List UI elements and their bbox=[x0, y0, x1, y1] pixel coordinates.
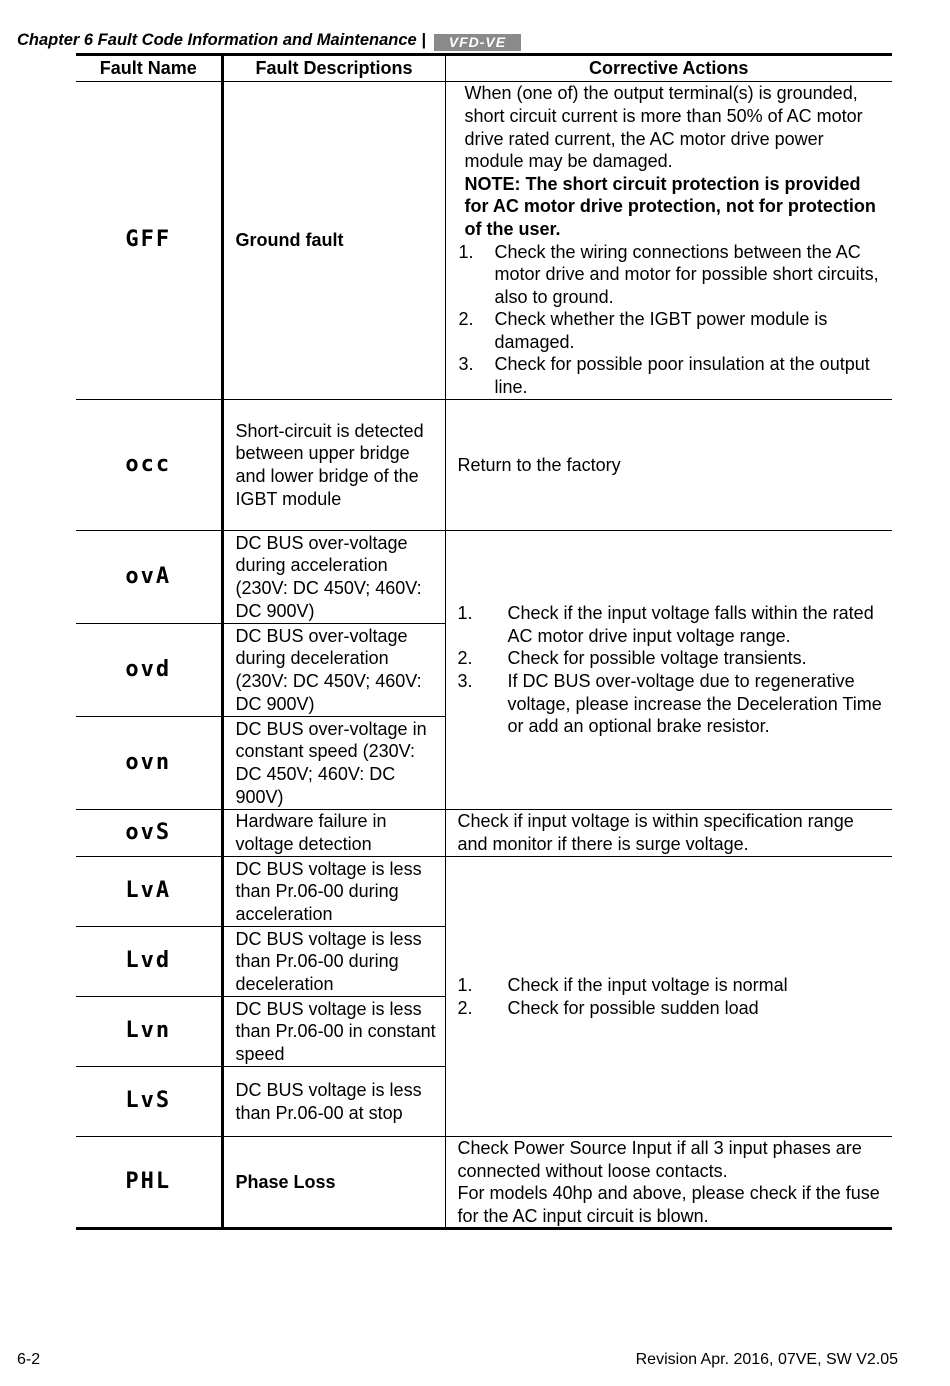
fault-description: DC BUS over-voltage during acceleration (230V: DC 450V; 460V: DC 900V) bbox=[222, 531, 445, 624]
fault-code: ovA bbox=[125, 563, 172, 589]
fault-code: ovS bbox=[125, 819, 172, 845]
fault-code-cell bbox=[76, 927, 222, 997]
chapter-title: Chapter 6 Fault Code Information and Maintenance | bbox=[17, 31, 426, 49]
corrective-action bbox=[445, 531, 892, 810]
column-header-corrective-actions: Corrective Actions bbox=[445, 55, 892, 82]
revision-info: Revision Apr. 2016, 07VE, SW V2.05 bbox=[635, 1351, 898, 1368]
column-header-fault-name: Fault Name bbox=[76, 55, 222, 82]
corrective-action bbox=[445, 1137, 892, 1229]
fault-description: Short-circuit is detected between upper bridge and lower bridge of the IGBT module bbox=[222, 400, 445, 531]
fault-code: ovd bbox=[125, 656, 172, 682]
fault-description: DC BUS voltage is less than Pr.06-00 during deceleration bbox=[222, 927, 445, 997]
action-note: NOTE: The short circuit protection is provided for AC motor drive protection, not for protection of the user. bbox=[464, 173, 876, 239]
corrective-action: Check if input voltage is within specification range and monitor if there is surge voltage. bbox=[445, 810, 892, 857]
page-header bbox=[17, 31, 521, 51]
fault-code-cell bbox=[76, 717, 222, 810]
table-row bbox=[76, 810, 892, 857]
fault-code-cell bbox=[76, 400, 222, 531]
column-header-fault-descriptions: Fault Descriptions bbox=[222, 55, 445, 82]
fault-description: DC BUS voltage is less than Pr.06-00 in constant speed bbox=[222, 997, 445, 1067]
fault-code-cell bbox=[76, 1067, 222, 1137]
fault-description: DC BUS over-voltage during deceleration (230V: DC 450V; 460V: DC 900V) bbox=[222, 624, 445, 717]
fault-code: ovn bbox=[125, 749, 172, 775]
table-row bbox=[76, 82, 892, 400]
list-item: 3. Check for possible poor insulation at the output line. bbox=[458, 354, 870, 398]
fault-code: Lvd bbox=[125, 948, 172, 974]
fault-code-cell bbox=[76, 997, 222, 1067]
table-header-row bbox=[76, 55, 892, 82]
fault-code-cell bbox=[76, 82, 222, 400]
table-row bbox=[76, 400, 892, 531]
fault-code: occ bbox=[125, 451, 172, 477]
fault-description: Hardware failure in voltage detection bbox=[222, 810, 445, 857]
corrective-action: Return to the factory bbox=[445, 400, 892, 531]
fault-code-cell bbox=[76, 857, 222, 927]
action-text: When (one of) the output terminal(s) is grounded, short circuit current is more than 50% of AC motor drive rated current, the AC motor drive power module may be damaged. bbox=[464, 83, 863, 172]
fault-code: PHL bbox=[125, 1168, 172, 1194]
table-row bbox=[76, 1137, 892, 1229]
list-item: 1. Check if the input voltage falls within the rated AC motor drive input voltage range. bbox=[457, 603, 874, 646]
fault-code-cell bbox=[76, 1137, 222, 1229]
list-item: 2. Check for possible sudden load bbox=[457, 997, 759, 1018]
list-item: 2. Check for possible voltage transients. bbox=[457, 648, 807, 669]
action-text: Check Power Source Input if all 3 input phases are connected without loose contacts. bbox=[457, 1138, 862, 1181]
action-text: For models 40hp and above, please check if the fuse for the AC input circuit is blown. bbox=[457, 1183, 880, 1226]
fault-description: DC BUS over-voltage in constant speed (230V: DC 450V; 460V: DC 900V) bbox=[222, 717, 445, 810]
list-item: 1. Check if the input voltage is normal bbox=[457, 974, 788, 995]
fault-description: DC BUS voltage is less than Pr.06-00 at stop bbox=[222, 1067, 445, 1137]
fault-code: LvA bbox=[125, 878, 172, 904]
list-item: 1. Check the wiring connections between the AC motor drive and motor for possible short circuits, also to ground. bbox=[458, 241, 879, 307]
corrective-action bbox=[445, 857, 892, 1137]
fault-code-cell bbox=[76, 624, 222, 717]
table-row bbox=[76, 857, 892, 927]
table-row bbox=[76, 531, 892, 624]
product-logo: VFD-VE bbox=[434, 34, 521, 51]
fault-code-cell bbox=[76, 810, 222, 857]
fault-code-table bbox=[76, 53, 892, 1230]
fault-description: DC BUS voltage is less than Pr.06-00 during acceleration bbox=[222, 857, 445, 927]
list-item: 3. If DC BUS over-voltage due to regenerative voltage, please increase the Deceleration Time or add an optional brake resistor. bbox=[457, 671, 882, 737]
list-item: 2. Check whether the IGBT power module is damaged. bbox=[458, 309, 828, 352]
fault-description: Ground fault bbox=[222, 82, 445, 400]
fault-code: LvS bbox=[125, 1088, 172, 1114]
page-number: 6-2 bbox=[17, 1351, 41, 1368]
fault-code-cell bbox=[76, 531, 222, 624]
fault-code: Lvn bbox=[125, 1018, 172, 1044]
fault-code: GFF bbox=[125, 227, 172, 253]
corrective-action bbox=[445, 82, 892, 400]
fault-description: Phase Loss bbox=[222, 1137, 445, 1229]
